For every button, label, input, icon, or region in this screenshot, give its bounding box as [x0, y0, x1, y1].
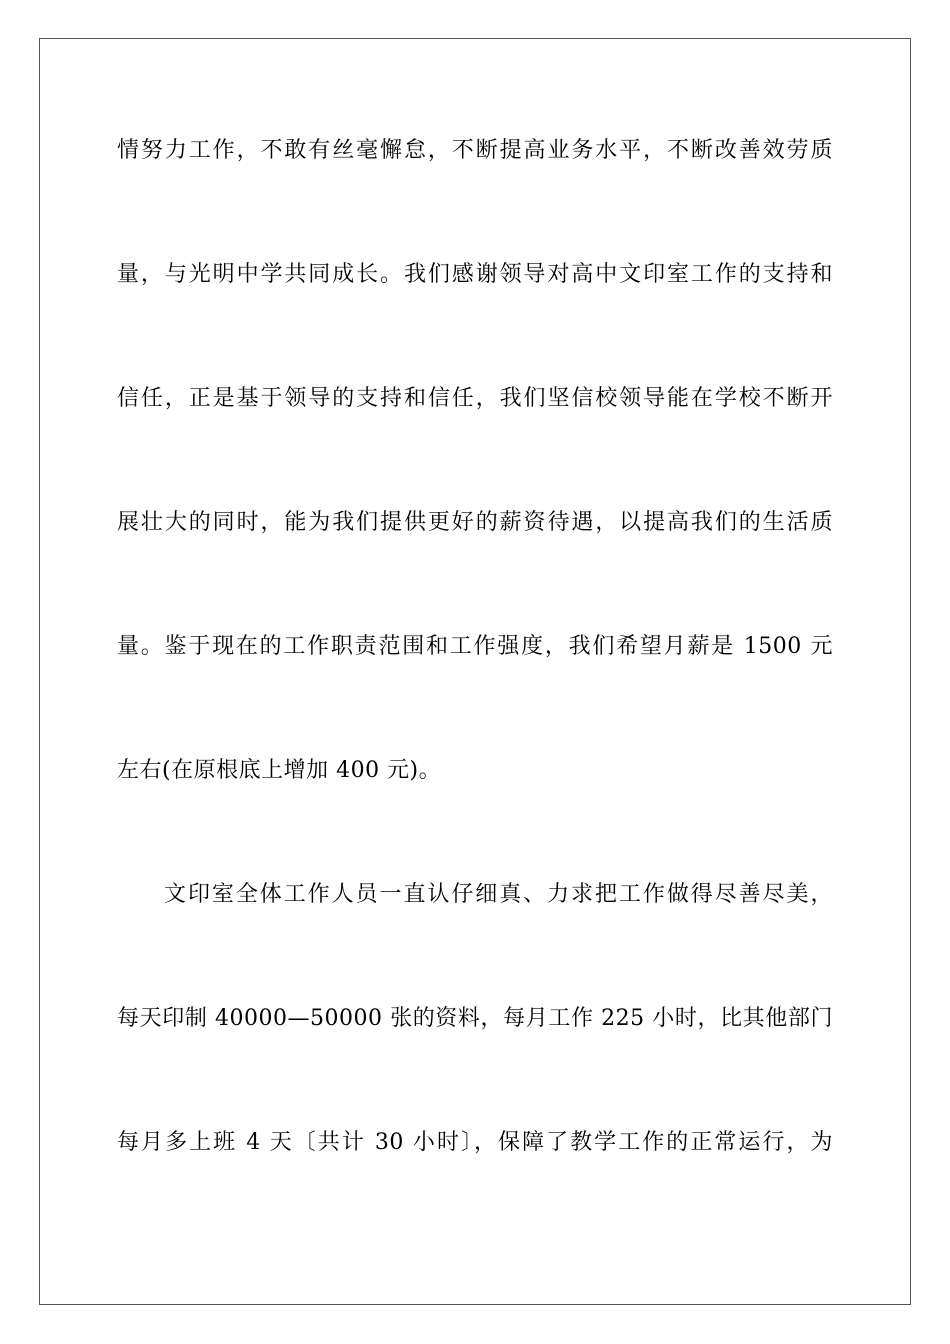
text-line-8: 每天印制 40000—50000 张的资料，每月工作 225 小时，比其他部门: [117, 1006, 833, 1031]
text-line-3: 信任，正是基于领导的支持和信任，我们坚信校领导能在学校不断开: [117, 386, 833, 411]
text-line-2: 量，与光明中学共同成长。我们感谢领导对高中文印室工作的支持和: [117, 262, 833, 287]
text-line-6: 左右(在原根底上增加 400 元)。: [117, 758, 442, 783]
text-line-5: 量。鉴于现在的工作职责范围和工作强度，我们希望月薪是 1500 元: [117, 634, 833, 659]
text-line-7: 文印室全体工作人员一直认仔细真、力求把工作做得尽善尽美，: [164, 882, 833, 907]
text-line-4: 展壮大的同时，能为我们提供更好的薪资待遇，以提高我们的生活质: [117, 510, 833, 535]
page-frame: [39, 38, 911, 1305]
text-line-9: 每月多上班 4 天〔共计 30 小时〕，保障了教学工作的正常运行，为: [117, 1130, 833, 1155]
text-line-1: 情努力工作，不敢有丝毫懈怠，不断提高业务水平，不断改善效劳质: [117, 138, 833, 163]
